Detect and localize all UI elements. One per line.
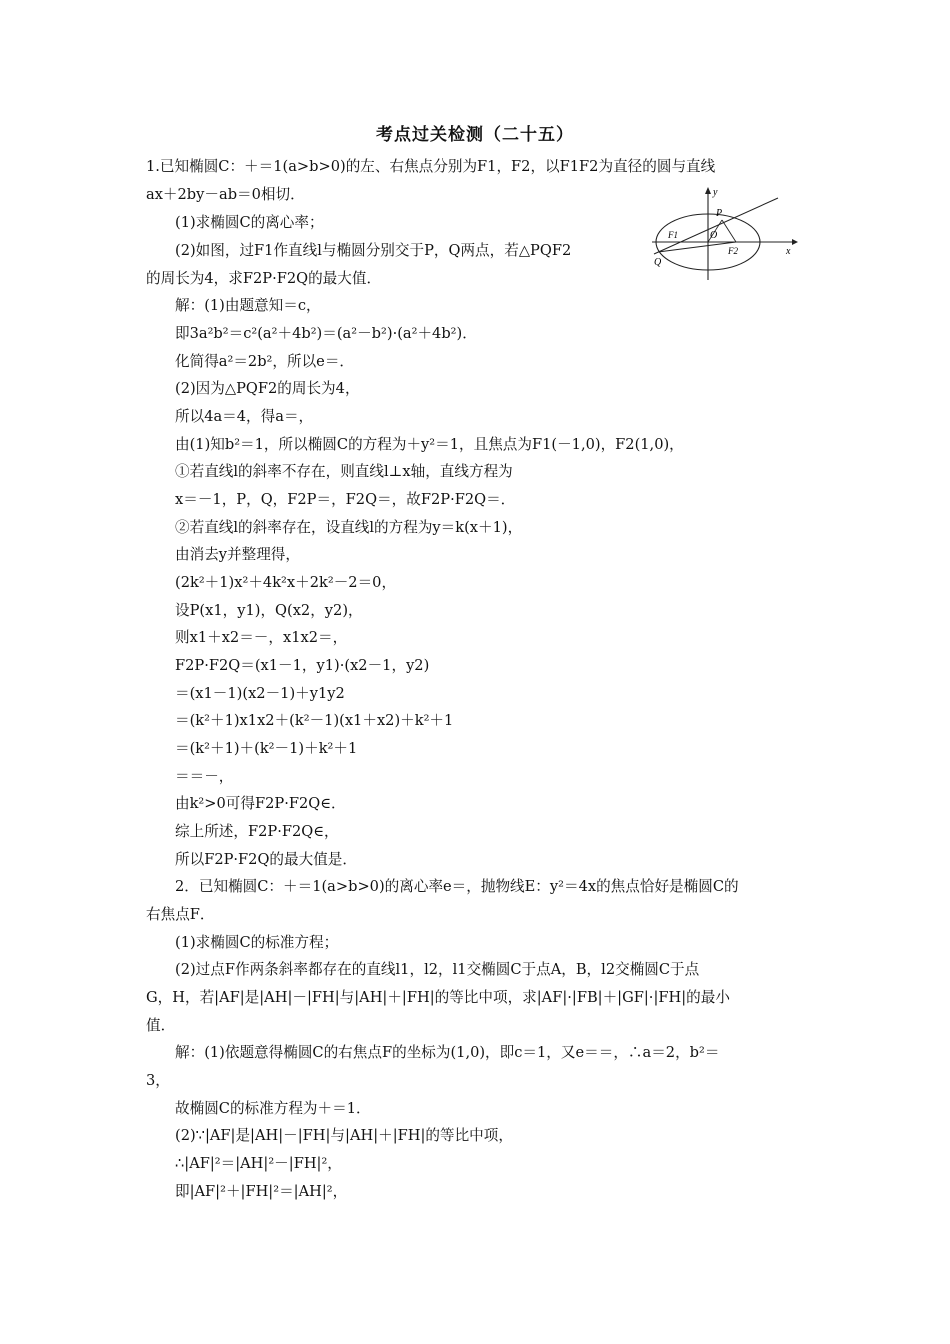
text-line: 则x1＋x2＝－，x1x2＝，	[175, 629, 348, 646]
text-line: 解：(1)由题意知＝c，	[175, 297, 321, 314]
text-line: 由消去y并整理得，	[175, 546, 300, 563]
label-x: x	[786, 246, 791, 257]
text-line: 3，	[146, 1072, 170, 1089]
text-line: 即|AF|²＋|FH|²＝|AH|²，	[175, 1183, 348, 1200]
page-title: 考点过关检测（二十五）	[376, 125, 574, 145]
text-line: 解：(1)依题意得椭圆C的右焦点F的坐标为(1,0)，即c＝1，又e＝＝，∴a＝2，b²＝	[175, 1044, 720, 1061]
text-line: 综上所述，F2P·F2Q∈，	[175, 823, 339, 840]
text-line: 所以4a＝4，得a＝，	[175, 408, 314, 425]
text-line: (2)因为△PQF2的周长为4，	[175, 380, 360, 397]
text-line: ②若直线l的斜率存在，设直线l的方程为y＝k(x＋1)，	[175, 519, 523, 536]
text-line: 的周长为4，求F2P·F2Q的最大值．	[146, 270, 382, 287]
label-f2: F2	[728, 246, 738, 256]
ellipse-figure	[650, 186, 800, 282]
y-axis-arrow	[705, 187, 711, 194]
text-line: 1.已知椭圆C：＋＝1(a>b>0)的左、右焦点分别为F1，F2，以F1F2为直径的圆与直线	[146, 158, 716, 175]
text-line: 2．已知椭圆C：＋＝1(a>b>0)的离心率e＝，抛物线E：y²＝4x的焦点恰好是椭圆C的	[175, 878, 739, 895]
text-line: 故椭圆C的标准方程为＋＝1．	[175, 1100, 371, 1117]
text-line: 化简得a²＝2b²，所以e＝．	[175, 353, 355, 370]
text-line: (1)求椭圆C的离心率；	[175, 214, 324, 231]
text-line: G，H，若|AF|是|AH|－|FH|与|AH|＋|FH|的等比中项，求|AF|·|FB|＋|GF|·|FH|的最小	[146, 989, 730, 1006]
text-line: x＝－1，P，Q，F2P＝，F2Q＝，故F2P·F2Q＝．	[175, 491, 516, 508]
text-line: 由(1)知b²＝1，所以椭圆C的方程为＋y²＝1，且焦点为F1(－1,0)，F2(1,0)，	[175, 436, 684, 453]
text-line: 所以F2P·F2Q的最大值是．	[175, 851, 357, 868]
text-line: ax＋2by－ab＝0相切．	[146, 186, 305, 203]
text-line: (2k²＋1)x²＋4k²x＋2k²－2＝0，	[175, 574, 397, 591]
text-line: 即3a²b²＝c²(a²＋4b²)＝(a²－b²)·(a²＋4b²)．	[175, 325, 477, 342]
text-line: 设P(x1，y1)，Q(x2，y2)，	[175, 602, 363, 619]
text-line: F2P·F2Q＝(x1－1，y1)·(x2－1，y2)	[175, 657, 430, 674]
label-p: P	[716, 208, 723, 219]
x-axis-arrow	[792, 239, 798, 245]
text-line: ＝＝－，	[175, 768, 234, 785]
text-line: ＝(x1－1)(x2－1)＋y1y2	[175, 685, 345, 702]
text-line: ∴|AF|²＝|AH|²－|FH|²，	[175, 1155, 342, 1172]
text-line: 由k²>0可得F2P·F2Q∈．	[175, 795, 346, 812]
label-o: O	[710, 230, 718, 241]
label-q: Q	[654, 257, 662, 268]
text-line: 值．	[146, 1017, 176, 1034]
text-line: (1)求椭圆C的标准方程；	[175, 934, 339, 951]
label-y: y	[713, 187, 718, 198]
text-line: (2)如图，过F1作直线l与椭圆分别交于P，Q两点，若△PQF2	[175, 242, 572, 259]
segment-pf2	[722, 220, 736, 242]
text-line: (2)过点F作两条斜率都存在的直线l1，l2，l1交椭圆C于点A，B，l2交椭圆C于点	[175, 961, 700, 978]
text-line: ＝(k²＋1)x1x2＋(k²－1)(x1＋x2)＋k²＋1	[175, 712, 454, 729]
text-line: 右焦点F．	[146, 906, 215, 923]
text-line: ＝(k²＋1)＋(k²－1)＋k²＋1	[175, 740, 358, 757]
text-line: (2)∵|AF|是|AH|－|FH|与|AH|＋|FH|的等比中项，	[175, 1127, 513, 1144]
text-line: ①若直线l的斜率不存在，则直线l⊥x轴，直线方程为	[175, 463, 513, 480]
label-f1: F1	[668, 230, 678, 240]
